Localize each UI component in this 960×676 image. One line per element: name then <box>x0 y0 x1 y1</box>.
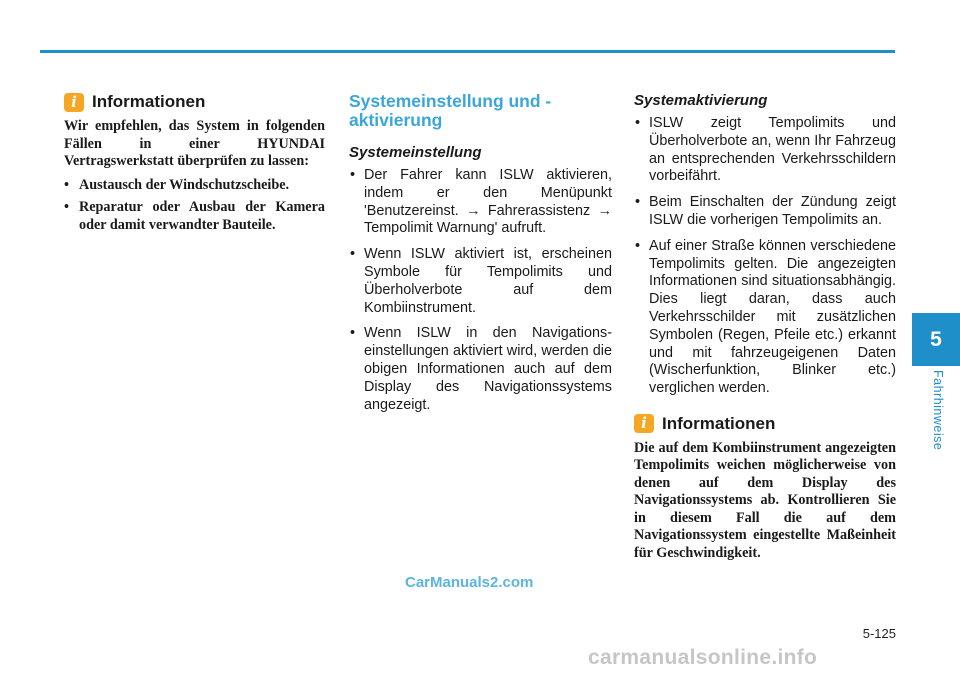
list-item: • Beim Einschalten der Zündung zeigt ISLW die vorherigen Tempolimits an. <box>634 194 896 230</box>
list-item: • ISLW zeigt Tempolimits und Überholverbote an, wenn Ihr Fahrzeug an entsprechenden Verkehrsschildern vorbeifährt. <box>634 115 896 186</box>
list-item: • Der Fahrer kann ISLW aktivieren, indem er den Menüpunkt 'Benutzereinst. → Fahrerassistenz → Tempolimit Warnung' aufruft. <box>349 167 612 238</box>
watermark-top: CarManuals2.com <box>405 574 534 591</box>
info-title: Informationen <box>92 92 206 111</box>
list-item: • Wenn ISLW aktiviert ist, erscheinen Symbole für Tempolimits und Überholverbote auf dem Kombiinstrument. <box>349 246 612 317</box>
header-rule <box>40 50 895 53</box>
section-title: Systemeinstellung und -aktivierung <box>349 91 552 130</box>
info-title: Informationen <box>662 413 776 433</box>
info-icon: i <box>64 93 84 112</box>
info-text: Die auf dem Kombiinstrument angezeigten Tempolimits weichen möglicherweise von denen auf dem Display des Navigationssystems ab. Kontrollieren Sie in diesem Fall die auf dem Navigationssystem eingestellte Maßeinheit für Geschwindigkeit. <box>634 439 896 561</box>
activation-list <box>634 115 896 398</box>
list-item: • Reparatur oder Ausbau der Kamera oder damit verwandter Bauteile. <box>64 199 325 234</box>
list-item: • Austausch der Windschutzscheibe. <box>64 177 325 195</box>
page-number: 5-125 <box>862 626 896 641</box>
settings-list <box>349 167 612 414</box>
chapter-label: Fahrhinweise <box>931 370 945 451</box>
list-item: • Wenn ISLW in den Navigations-einstellungen aktiviert wird, werden die obigen Informationen auch auf dem Display des Navigationssystems angezeigt. <box>349 325 612 414</box>
info-list <box>64 177 325 235</box>
info-header <box>634 414 896 434</box>
column-middle <box>349 92 612 422</box>
subsection-title: Systemeinstellung <box>349 144 482 161</box>
chapter-tab: 5 <box>912 313 960 366</box>
info-intro: Wir empfehlen, das System in folgenden Fällen in einer HYUNDAI Vertragswerkstatt überprüfen zu lassen: <box>64 118 325 169</box>
watermark-bottom: carmanualsonline.info <box>588 646 818 669</box>
info-header <box>64 92 325 112</box>
column-right <box>634 92 896 568</box>
info-icon: i <box>634 414 654 433</box>
column-left <box>64 92 325 239</box>
subsection-title: Systemaktivierung <box>634 92 768 109</box>
list-item: • Auf einer Straße können verschiedene Tempolimits gelten. Die angezeigten Informationen sind situationsabhängig. Dies liegt daran, dass auch Verkehrsschilder mit zusätzlichen Symbolen (Regen, Pfeile etc.) erkannt und mit fahrzeugeigenen Daten (Wischerfunktion, Blinker etc.) verglichen werden. <box>634 238 896 398</box>
